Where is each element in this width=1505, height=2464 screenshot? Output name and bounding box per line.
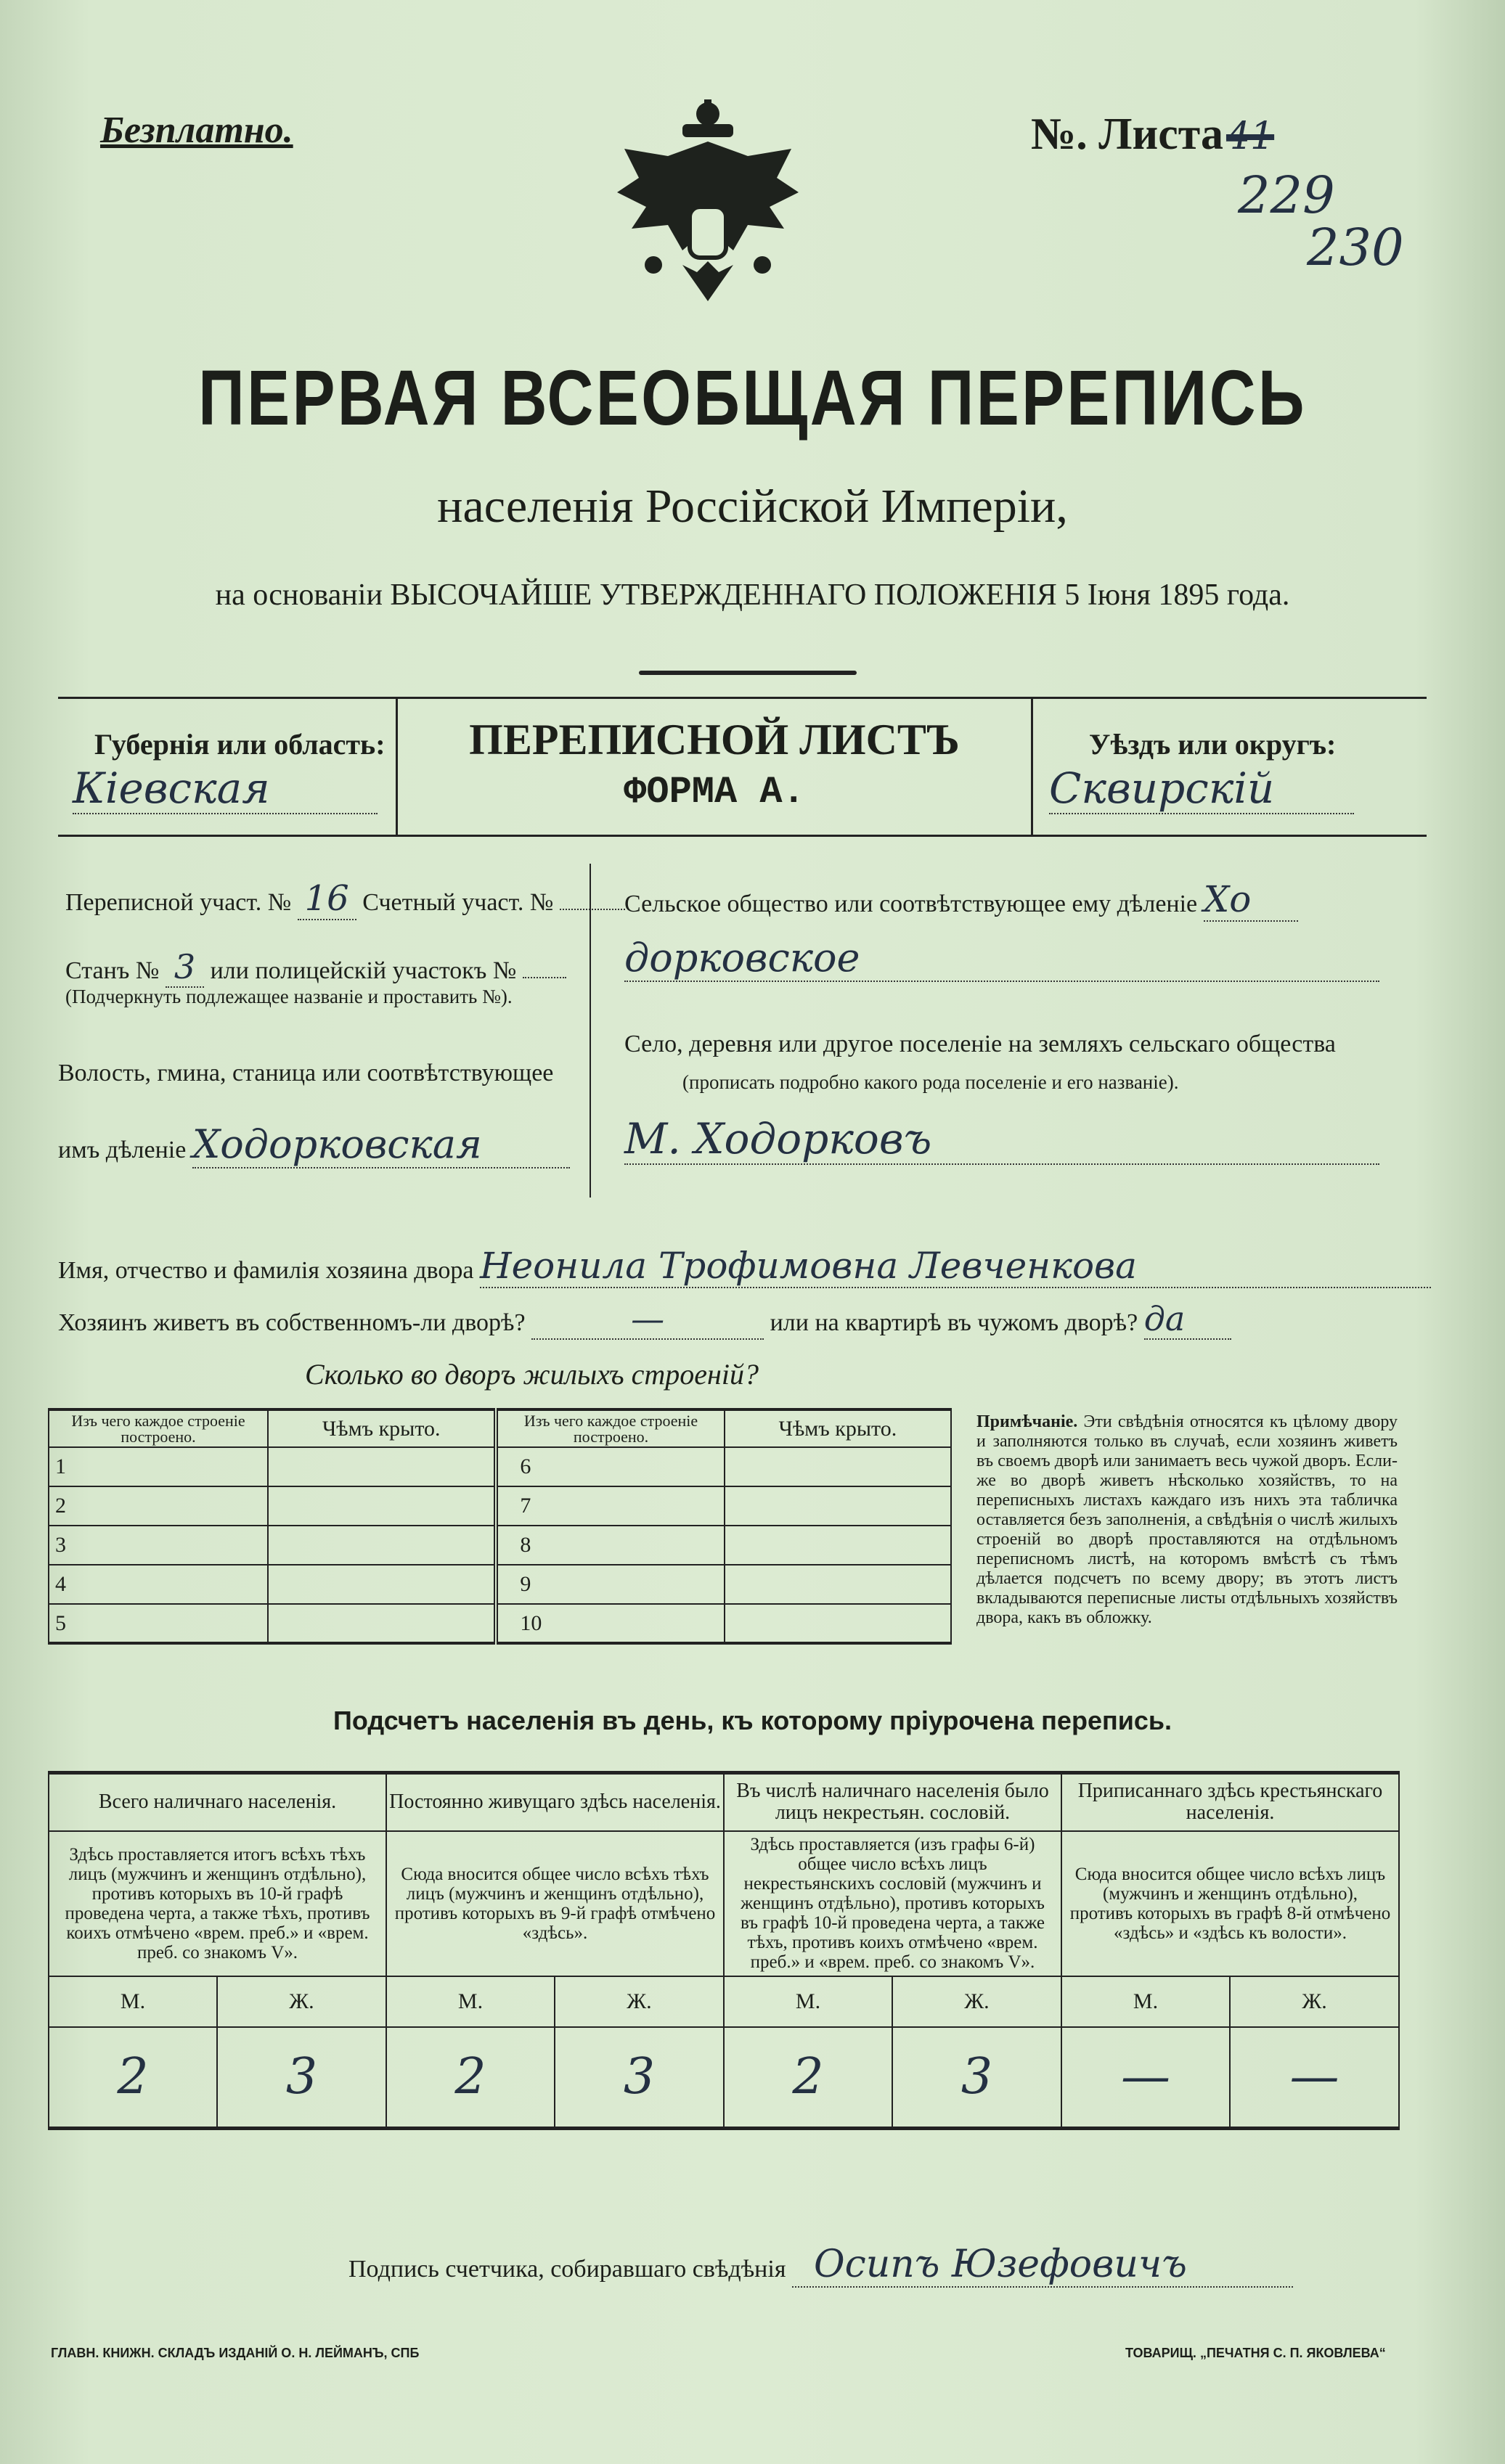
buildings-row-num: 7: [496, 1486, 724, 1526]
province-label: Губернія или область:: [94, 728, 386, 761]
population-value: —: [1061, 2027, 1230, 2129]
buildings-question: Сколько во дворъ жилыхъ строеній?: [305, 1358, 759, 1391]
stan-note: (Подчеркнуть подлежащее названіе и проставить №).: [65, 986, 513, 1007]
population-table: [48, 1771, 1400, 2130]
province-value: Кіевская: [73, 764, 378, 814]
population-m-label: М.: [386, 1976, 555, 2027]
buildings-col4-head: Чѣмъ крыто.: [725, 1409, 951, 1447]
buildings-table: [48, 1408, 952, 1645]
sheet-number: [1031, 109, 1274, 160]
population-value: 3: [892, 2027, 1061, 2129]
population-value: 2: [386, 2027, 555, 2129]
buildings-row-num: 3: [49, 1526, 268, 1565]
buildings-row-num: 1: [49, 1447, 268, 1486]
population-f-label: Ж.: [1230, 1976, 1399, 2027]
village-label: Село, деревня или другое поселеніе на земляхъ сельскаго общества: [624, 1031, 1336, 1057]
imperial-eagle-icon: [610, 98, 806, 316]
volost-field: [58, 1121, 570, 1168]
form-title-2: ФОРМА А.: [624, 771, 805, 814]
volost-value: Ходорковская: [192, 1121, 570, 1168]
buildings-row-num: 8: [496, 1526, 724, 1565]
table-cell: [268, 1565, 496, 1604]
title-ornament: [639, 671, 857, 675]
signature-label: Подпись счетчика, собиравшаго свѣдѣнія: [348, 2256, 786, 2283]
population-f-label: Ж.: [892, 1976, 1061, 2027]
volost-label-2: имъ дѣленіе: [58, 1137, 187, 1163]
footer-left: ГЛАВН. КНИЖН. СКЛАДЪ ИЗДАНІЙ О. Н. ЛЕЙМАНЪ, СПБ: [51, 2346, 420, 2360]
form-title-1: ПЕРЕПИСНОЙ ЛИСТЪ: [469, 716, 960, 764]
owner-lives-label-2: или на квартирѣ въ чужомъ дворѣ?: [770, 1309, 1138, 1336]
free-label: Безплатно.: [100, 110, 293, 151]
buildings-row-num: 5: [49, 1604, 268, 1643]
sheet-number-handwritten-2: 230: [1307, 218, 1404, 277]
buildings-row-num: 9: [496, 1565, 724, 1604]
table-cell: [725, 1565, 951, 1604]
signature-value: Осипъ Юзефовичъ: [792, 2243, 1293, 2288]
population-col1-head: Всего наличнаго населенія.: [49, 1773, 386, 1831]
sheet-number-label: №. Листа: [1031, 110, 1223, 159]
population-col1-desc: Здѣсь проставляется итогъ всѣхъ тѣхъ лицъ (мужчинъ и женщинъ отдѣльно), противъ которыхъ въ 10-й графѣ проведена черта, а также тѣхъ, противъ коихъ отмѣчено «врем. преб.» и «врем. преб. со знакомъ V».: [49, 1831, 386, 1976]
society-label: Сельское общество или соотвѣтствующее ему дѣленіе: [624, 891, 1198, 917]
note-block: [976, 1412, 1398, 1628]
stan-label: Станъ №: [65, 957, 160, 984]
population-value: 2: [724, 2027, 892, 2129]
population-value: —: [1230, 2027, 1399, 2129]
basis-line: на основаніи ВЫСОЧАЙШЕ УТВЕРЖДЕННАГО ПОЛОЖЕНІЯ 5 Іюня 1895 года.: [215, 578, 1290, 612]
owner-lives-label-1: Хозяинъ живетъ въ собственномъ-ли дворѣ?: [58, 1309, 526, 1336]
census-section-field: [65, 878, 625, 919]
society-prefix: Хо: [1204, 878, 1298, 922]
buildings-row-num: 6: [496, 1447, 724, 1486]
sheet-number-struck: 41: [1225, 115, 1275, 158]
population-value: 3: [217, 2027, 386, 2129]
population-col2-head: Постоянно живущаго здѣсь населенія.: [386, 1773, 724, 1831]
fields-divider: [590, 864, 591, 1198]
main-title: ПЕРВАЯ ВСЕОБЩАЯ ПЕРЕПИСЬ: [198, 353, 1307, 441]
population-m-label: М.: [1061, 1976, 1230, 2027]
buildings-row-num: 2: [49, 1486, 268, 1526]
counting-section-label: Счетный участ. №: [362, 889, 554, 916]
census-section-label: Переписной участ. №: [65, 889, 292, 916]
society-value: дорковское: [624, 935, 1379, 982]
stan-label-2: или полицейскій участокъ №: [210, 957, 517, 984]
table-cell: [725, 1486, 951, 1526]
population-col3-desc: Здѣсь проставляется (изъ графы 6-й) общее число всѣхъ лицъ некрестьянскихъ сословій (мужчинъ и женщинъ отдѣльно), противъ которыхъ въ графѣ 10-й проведена черта, а также тѣхъ, противъ коихъ отмѣчено «врем. преб.» и «врем. преб. со знакомъ V».: [724, 1831, 1061, 1976]
owner-field: [58, 1245, 1431, 1288]
buildings-col3-head: Изъ чего каждое строеніе построено.: [496, 1409, 724, 1447]
population-f-label: Ж.: [217, 1976, 386, 2027]
buildings-col1-head: Изъ чего каждое строеніе построено.: [49, 1409, 268, 1447]
district-value: Сквирскій: [1049, 764, 1354, 814]
buildings-row-num: 10: [496, 1604, 724, 1643]
owner-lives-field: [58, 1299, 1231, 1340]
stan-value: 3: [166, 947, 204, 988]
owner-lives-value-2: да: [1144, 1299, 1231, 1340]
table-cell: [268, 1526, 496, 1565]
population-title: Подсчетъ населенія въ день, къ которому пріурочена перепись.: [333, 1706, 1172, 1735]
table-cell: [268, 1486, 496, 1526]
table-cell: [725, 1604, 951, 1643]
note-text: Эти свѣдѣнія относятся къ цѣлому двору и заполняются только въ случаѣ, если хозяинъ живетъ въ своемъ дворѣ или занимаетъ весь чужой дворъ. Если-же во дворѣ живетъ нѣсколько хозяйствъ, то на переписныхъ листахъ каждаго изъ нихъ эта табличка оставляется безъ заполненія, а свѣдѣнія о числѣ жилыхъ строеній во дворѣ проставляются на отдѣльномъ переписномъ листѣ, на которомъ вмѣстѣ съ тѣмъ дѣлается подсчетъ по всему двору; въ этотъ листъ вкладываются переписные листы отдѣльныхъ хозяйствъ двора, какъ въ обложку.: [976, 1412, 1398, 1627]
population-value: 2: [49, 2027, 217, 2129]
table-cell: [725, 1526, 951, 1565]
table-cell: [268, 1447, 496, 1486]
village-value: М. Ходорковъ: [624, 1114, 1379, 1165]
sheet-number-handwritten-1: 229: [1238, 165, 1335, 225]
population-col3-head: Въ числѣ наличнаго населенія было лицъ некрестьян. сословій.: [724, 1773, 1061, 1831]
population-col2-desc: Сюда вносится общее число всѣхъ тѣхъ лицъ (мужчинъ и женщинъ отдѣльно), противъ которыхъ въ 9-й графѣ отмѣчено «здѣсь».: [386, 1831, 724, 1976]
signature-field: [348, 2243, 1293, 2288]
table-cell: [268, 1604, 496, 1643]
district-label: Уѣздъ или округъ:: [1089, 728, 1337, 761]
population-col4-desc: Сюда вносится общее число всѣхъ лицъ (мужчинъ и женщинъ отдѣльно), противъ которыхъ въ графѣ 8-й отмѣчено «здѣсь» и «здѣсь къ волости».: [1061, 1831, 1399, 1976]
population-m-label: М.: [49, 1976, 217, 2027]
subtitle: населенія Россійской Имперіи,: [437, 480, 1068, 533]
table-cell: [725, 1447, 951, 1486]
footer-right: ТОВАРИЩ. „ПЕЧАТНЯ С. П. ЯКОВЛЕВА“: [1125, 2346, 1386, 2360]
stan-field: [65, 947, 566, 986]
population-m-label: М.: [724, 1976, 892, 2027]
note-title: Примѣчаніе.: [976, 1412, 1078, 1431]
owner-lives-value-1: —: [531, 1299, 764, 1340]
village-note: (прописать подробно какого рода поселеніе и его названіе).: [682, 1071, 1179, 1093]
buildings-row-num: 4: [49, 1565, 268, 1604]
population-col4-head: Приписаннаго здѣсь крестьянскаго населенія.: [1061, 1773, 1399, 1831]
population-value: 3: [555, 2027, 724, 2129]
owner-name-label: Имя, отчество и фамилія хозяина двора: [58, 1257, 474, 1284]
owner-name-value: Неонила Трофимовна Левченкова: [480, 1245, 1431, 1288]
census-section-value: 16: [298, 878, 356, 920]
society-field: [624, 878, 1298, 922]
buildings-col2-head: Чѣмъ крыто.: [268, 1409, 496, 1447]
population-f-label: Ж.: [555, 1976, 724, 2027]
volost-label-1: Волость, гмина, станица или соотвѣтствующее: [58, 1060, 554, 1086]
